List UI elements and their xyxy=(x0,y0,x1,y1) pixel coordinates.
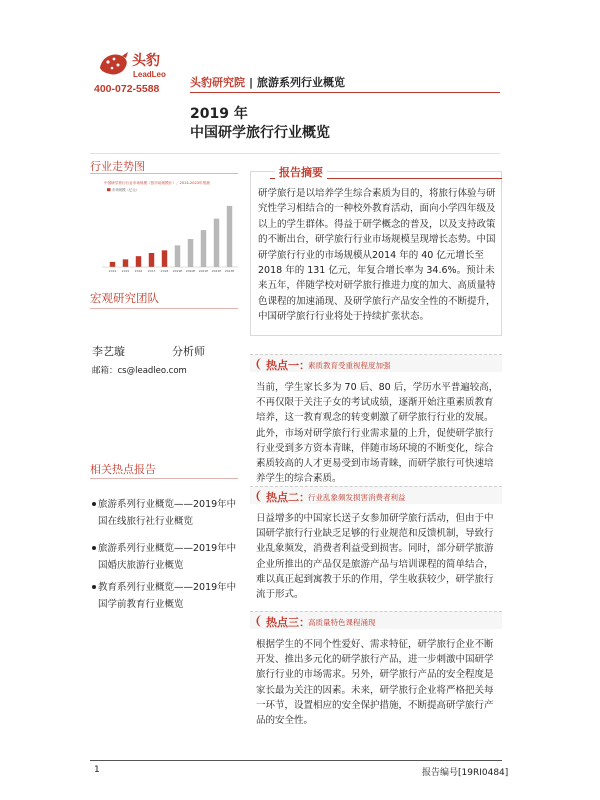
related-heading: 相关热点报告 xyxy=(90,463,156,476)
legend-label: 市场规模（亿元） xyxy=(112,188,140,192)
hotspot-2-text: 日益增多的中国家长送子女参加研学旅行活动，但由于中国研学旅行行业缺乏足够的行业规范和反馈机制，导致行业乱象频发，消费者利益受到损害。同时，部分研学旅游企业所推出的产品仅是旅游产品与培训课程的简单结合，难以真正起到寓教于乐的作用，学生收获较少，研学旅行流于形式。 xyxy=(256,513,494,601)
hotspot-subtitle: 行业乱象频发损害消费者利益 xyxy=(308,493,406,502)
related-report-title: 旅游系列行业概览——2019年中国在线旅行社行业概览 xyxy=(98,499,237,527)
related-report-1[interactable] xyxy=(92,496,242,530)
related-report-3[interactable] xyxy=(92,579,242,613)
analyst-name: 李艺璇 xyxy=(92,345,125,358)
chart-title: 中国研学旅行行业市场规模（按市场规模计），2014-2023年预测 xyxy=(104,181,210,185)
related-report-title: 旅游系列行业概览——2019年中国婚庆旅游行业概览 xyxy=(98,543,237,571)
chart-bar xyxy=(188,239,193,267)
x-tick-label: 2020E xyxy=(185,269,196,273)
logo-cn: 头豹 xyxy=(132,53,160,69)
x-tick-label: 2021E xyxy=(198,269,209,273)
report-year: 2019 年 xyxy=(190,106,248,122)
section-divider xyxy=(90,153,500,154)
hotspot-marker-icon xyxy=(252,357,262,371)
chart-bar xyxy=(123,259,128,267)
related-heading-rule xyxy=(90,478,238,479)
hotspot-2-header xyxy=(250,486,502,504)
bullet-icon xyxy=(92,585,96,589)
report-number: 报告编号[19RI0484] xyxy=(422,768,509,778)
x-tick-label: 2022E xyxy=(211,269,222,273)
leadleo-logo xyxy=(96,46,186,82)
related-report-title: 教育系列行业概览——2019年中国学前教育行业概览 xyxy=(98,582,237,610)
hotspot-marker-icon xyxy=(252,614,262,628)
hotspot-1-header xyxy=(250,354,502,372)
x-tick-label: 2017 xyxy=(147,269,156,273)
series-name: 旅游系列行业概览 xyxy=(257,76,346,89)
x-tick-label: 2016 xyxy=(134,269,143,273)
institute-name: 头豹研究院 xyxy=(190,76,245,89)
hotspot-3-header xyxy=(250,611,502,629)
trend-heading-rule xyxy=(90,173,238,174)
hotspot-title: 热点二： xyxy=(266,491,310,504)
trend-chart xyxy=(90,175,240,275)
x-tick-label: 2015 xyxy=(121,269,130,273)
leopard-icon xyxy=(100,52,128,75)
related-report-2[interactable] xyxy=(92,540,242,574)
chart-bar xyxy=(214,219,219,267)
hotspot-subtitle: 高质量特色课程涌现 xyxy=(308,618,376,627)
hotspot-3-text: 根据学生的不同个性爱好、需求特征，研学旅行企业不断开发、推出多元化的研学旅行产品，进一步刺激中国研学旅行行业的市场需求。另外，研学旅行产品的安全程度是家长最为关注的因素。未来，研学旅行企业将严格把关每一环节，设置相应的安全保护措施，不断提高研学旅行产品的安全性。 xyxy=(256,639,494,727)
bullet-icon xyxy=(92,502,96,506)
bullet-icon xyxy=(92,546,96,550)
page-number: 1 xyxy=(94,765,100,775)
chart-bar xyxy=(110,262,115,267)
trend-heading: 行业走势图 xyxy=(90,160,145,173)
chart-bar xyxy=(175,245,180,267)
x-tick-label: 2014 xyxy=(108,269,117,273)
analyst-email[interactable]: 邮箱：cs@leadleo.com xyxy=(92,366,187,376)
hotspot-title: 热点三： xyxy=(266,616,310,629)
x-tick-label: 2019E xyxy=(172,269,183,273)
chart-bar xyxy=(136,256,141,267)
chart-bar xyxy=(201,230,206,267)
legend-swatch xyxy=(107,188,111,191)
header-divider xyxy=(190,92,500,93)
header-bar xyxy=(190,74,345,90)
x-tick-label: 2023E xyxy=(224,269,235,273)
chart-bar xyxy=(149,253,154,267)
report-title: 中国研学旅行行业概览 xyxy=(190,125,330,141)
chart-bar xyxy=(227,206,232,267)
phone-number: 400-072-5588 xyxy=(94,83,160,95)
analyst-role: 分析师 xyxy=(172,345,205,358)
team-heading: 宏观研究团队 xyxy=(90,291,159,305)
summary-tag: 报告摘要 xyxy=(275,164,327,180)
summary-text: 研学旅行是以培养学生综合素质为目的，将旅行体验与研究性学习相结合的一种校外教育活动，面向小学四年级及以上的学生群体。得益于研学概念的普及，以及支持政策的不断出台，研学旅行行业市场规模呈现增长态势。中国研学旅行行业的市场规模从2014 年的 40 亿元增长至 2018 年的 131 亿元，年复合增长率为 34.6%。预计未来五年，伴随学校对研学旅行推进力度的加大、高质量特色课程的加速涌现、及研学旅行产品安全性的不断提升，中国研学旅行行业将处于持续扩张状态。 xyxy=(258,188,496,323)
header-separator: | xyxy=(249,76,254,89)
chart-bar xyxy=(162,250,167,267)
hotspot-title: 热点一： xyxy=(266,359,310,372)
x-tick-label: 2018 xyxy=(160,269,169,273)
team-heading-rule xyxy=(90,308,238,309)
footer-divider xyxy=(90,760,502,761)
hotspot-1-text: 当前，学生家长多为 70 后、80 后，学历水平普遍较高，不再仅限于关注子女的考试成绩，逐渐开始注重素质教育培养，这一教育观念的转变刺激了研学旅行行业的发展。此外，市场对研学旅行行业需求量的上升，促使研学旅行行业受到多方资本青睐，伴随市场环境的不断变化，综合素质较高的人才更易受到市场青睐，而研学旅行可快速培养学生的综合素质。 xyxy=(256,382,499,485)
hotspot-subtitle: 素质教育受重视程度加强 xyxy=(308,361,391,370)
logo-en: LeadLeo xyxy=(133,70,166,79)
hotspot-marker-icon xyxy=(252,489,262,503)
